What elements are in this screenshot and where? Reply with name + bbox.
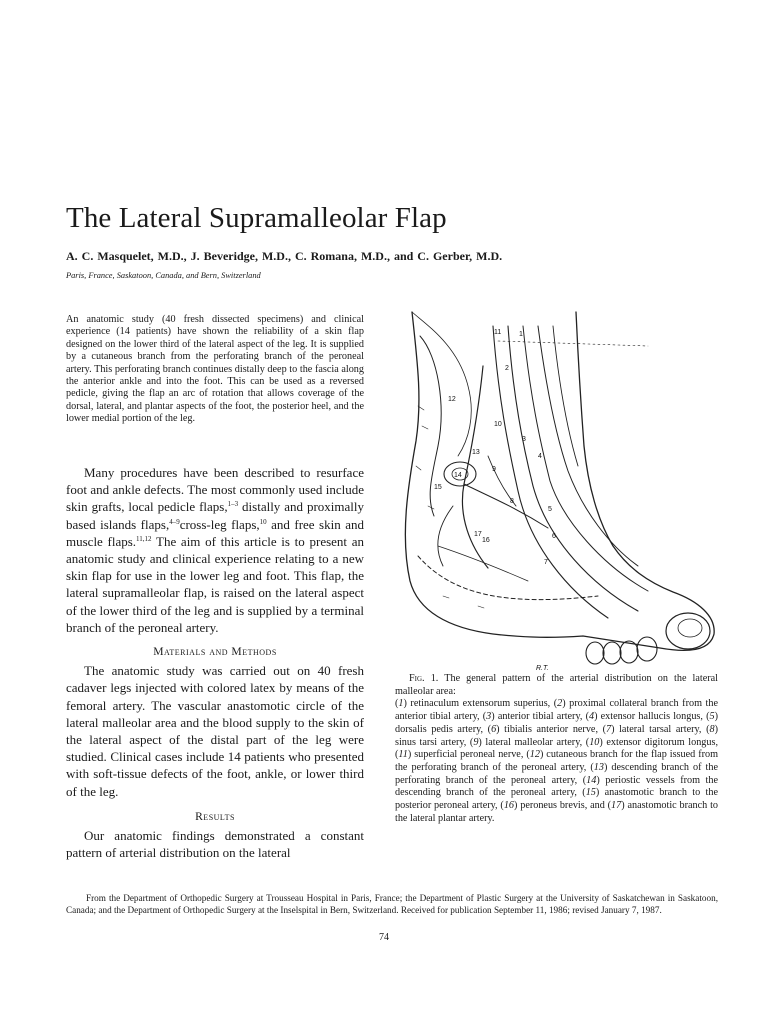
caption-item-number: 3 [486, 711, 492, 723]
caption-item: ) extensor digitorum longus, ( [395, 736, 718, 761]
author-list: A. C. Masquelet, M.D., J. Beveridge, M.D., C. Romana, M.D., and C. Gerber, M.D. [66, 249, 503, 263]
figure-label: 14 [454, 472, 462, 479]
caption-item: ) extensor hallucis longus, ( [594, 711, 710, 723]
caption-item-number: 11 [398, 749, 408, 761]
caption-item: ) dorsalis pedis artery, ( [395, 711, 718, 735]
caption-item-number: 9 [473, 736, 479, 748]
caption-item-number: 7 [606, 723, 612, 735]
citation-ref: 10 [259, 517, 267, 526]
caption-item-number: 16 [503, 800, 514, 812]
abstract: An anatomic study (40 fresh dissected specimens) and clinical experience (14 patients) have shown the reliability of a skin flap designed on the lower third of the lateral aspect of the leg. It is supplied by a cutaneous branch from the perforating branch of the peroneal artery. This perforating branch continues distally deep to the fascia along the anterior ankle and into the foot. This can be used as a reversed pedicle, giving the flap an arc of rotation that allows coverage of the dorsal, lateral, and plantar aspects of the foot, the posterior heel, and the lower medial portion of the leg. [66, 314, 364, 425]
caption-item-number: 15 [585, 787, 596, 799]
affiliation-footnote: From the Department of Orthopedic Surgery at Trousseau Hospital in Paris, France; the Department of Plastic Surgery at the University of Saskatchewan in Saskatoon, Canada; and the Department of Orthopedic Surgery at the Inselspital in Bern, Switzerland. Received for publication September 11, 1986; revised January 7, 1987. [66, 893, 718, 915]
results-paragraph: Our anatomic findings demonstrated a constant pattern of arterial distribution on the lateral [66, 828, 364, 861]
figure-label: 4 [538, 453, 542, 460]
page-number: 74 [379, 932, 389, 943]
citation-ref: 4–9 [169, 517, 180, 526]
caption-item-number: 1 [398, 698, 404, 710]
caption-item-number: 14 [586, 774, 597, 786]
figure-label: 10 [494, 421, 502, 428]
figure-label: 6 [552, 533, 556, 540]
citation-ref: 1–3 [227, 500, 239, 509]
anatomical-illustration [398, 306, 718, 672]
caption-item-number: 12 [529, 749, 540, 761]
caption-item-number: 2 [557, 698, 563, 710]
intro-text-3: cross-leg flaps, [179, 516, 260, 532]
caption-item: ) lateral tarsal artery, ( [611, 723, 710, 735]
caption-lead: The general pattern of the arterial distribution on the lateral malleolar area: [395, 673, 719, 697]
figure-label: 13 [472, 449, 480, 456]
caption-item-number: 5 [709, 711, 715, 723]
caption-item: ) proximal collateral branch from the anterior tibial artery, ( [395, 698, 718, 723]
caption-item: ) descending branch of the perforating branch of the peroneal artery, ( [395, 761, 718, 786]
intro-text-2: distally and proximally based islands flaps, [66, 499, 364, 532]
caption-item: ) retinaculum extensorum superius, ( [403, 698, 558, 710]
caption-item: ) peroneus brevis, and ( [514, 800, 612, 812]
figure-label: 17 [474, 531, 482, 538]
caption-item-number: 13 [593, 761, 604, 773]
figure-label: 8 [510, 498, 514, 505]
figure-label: 16 [482, 537, 490, 544]
intro-text-5: The aim of this article is to present an anatomic study and clinical experience relating to a new skin flap for use in the lower leg and foot. This flap, the lateral supramalleolar flap, is raised on the lateral aspect of the lower third of the leg and is supplied by a terminal branch of the peroneal artery. [66, 533, 364, 635]
caption-item: ) anterior tibial artery, ( [491, 711, 589, 723]
caption-item: ) anastomotic branch to the lateral plantar artery. [395, 800, 718, 824]
caption-item-number: 17 [611, 800, 622, 812]
citation-ref: 11,12 [136, 534, 152, 543]
figure-label: 7 [544, 559, 548, 566]
caption-item: ) anastomotic branch to the posterior peroneal artery, ( [395, 787, 718, 812]
caption-item: ) sinus tarsi artery, ( [395, 723, 718, 748]
intro-text-1: Many procedures have been described to resurface foot and ankle defects. The most commonly used include skin grafts, local pedicle flaps, [66, 465, 364, 515]
figure-label: 9 [492, 466, 496, 473]
figure-label: 3 [522, 436, 526, 443]
caption-item: ) lateral malleolar artery, ( [478, 736, 590, 748]
results-heading: Results [195, 809, 235, 823]
article-title: The Lateral Supramalleolar Flap [66, 202, 447, 234]
intro-paragraph [66, 464, 364, 636]
author-affiliation: Paris, France, Saskatoon, Canada, and Bern, Switzerland [66, 271, 261, 280]
caption-item: ) cutaneous branch for the flap issued from the perforating branch of the peroneal artery, ( [395, 749, 718, 773]
figure-label: 2 [505, 365, 509, 372]
figure-caption: Fig. 1. The general pattern of the arterial distribution on the lateral malleolar area: (1) retinaculum extensorum superius, (2) proximal collateral branch from the anterior tibial artery, (3) anterior tibial artery, (4) extensor hallucis longus, (5) dorsalis pedis artery, (6) tibialis anterior nerve, (7) lateral tarsal artery, (8) sinus tarsi artery, (9) lateral malleolar artery, (10) extensor digitorum longus, (11) superficial peroneal nerve, (12) cutaneous branch for the flap issued from the perforating branch of the peroneal artery, (13) descending branch of the perforating branch of the peroneal artery, (14) periostic vessels from the descending branch of the peroneal artery, (15) anastomotic branch to the posterior peroneal artery, (16) peroneus brevis, and (17) anastomotic branch to the lateral plantar artery. [395, 673, 719, 824]
illustrator-signature: R.T. [536, 665, 549, 672]
methods-paragraph: The anatomic study was carried out on 40 fresh cadaver legs injected with colored latex by means of the femoral artery. The vascular anastomotic circle of the lateral malleolar area and the blood supply to the skin of the lateral aspect of the distal part of the leg were studied. Clinical cases include 14 patients who presented with soft-tissue defects of the foot, ankle, or lower third of the leg. [66, 663, 364, 799]
figure-label: 11 [494, 329, 502, 336]
figure-label: 1 [519, 331, 523, 338]
figure-label: 12 [448, 396, 456, 403]
caption-item-number: 4 [589, 711, 595, 723]
intro-text-4: and free skin and muscle flaps. [66, 516, 364, 549]
methods-heading: Materials and Methods [153, 645, 277, 659]
caption-item: ) superficial peroneal nerve, ( [407, 749, 530, 761]
caption-item: ) tibialis anterior nerve, ( [496, 723, 606, 735]
caption-item: ) periostic vessels from the descending branch of the peroneal artery, ( [395, 774, 718, 799]
figure-label: 5 [548, 506, 552, 513]
caption-item-number: 6 [491, 723, 497, 735]
caption-item-number: 10 [589, 736, 600, 748]
body-left-column [66, 464, 364, 861]
figure-number: Fig. 1. [409, 673, 439, 684]
figure-label: 15 [434, 484, 442, 491]
caption-item-number: 8 [709, 723, 715, 735]
